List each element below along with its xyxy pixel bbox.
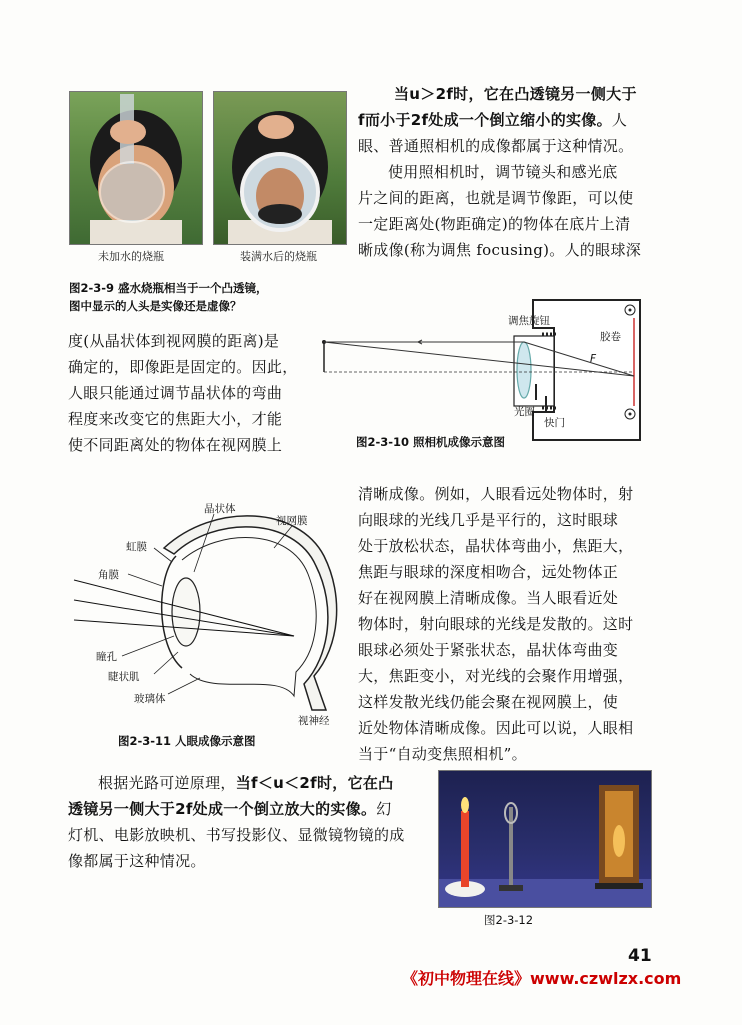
camera-diagram [318,296,658,444]
left-para-line4: 程度来改变它的焦距大小，才能 [68,410,283,428]
right-para-line8: 大，焦距变小，对光线的会聚作用增强， [358,667,634,685]
photo-left-caption: 未加水的烧瓶 [98,250,164,263]
fig12-caption: 图2-3-12 [484,913,534,927]
bottom-para-line2b: 幻 [376,800,392,818]
right-para-line1: 清晰成像。例如，人眼看远处物体时，射 [358,485,634,503]
eye-label-cornea: 角膜 [98,569,119,581]
eye-label-vitreous: 玻璃体 [134,693,166,705]
photo-empty-flask-art [70,92,202,244]
right-para-line7: 眼球必须处于紧张状态，晶状体弯曲变 [358,641,619,659]
camera-label-shutter: 快门 [544,417,565,429]
left-para-line5: 使不同距离处的物体在视网膜上 [68,436,283,454]
bottom-para-line4: 像都属于这种情况。 [68,852,206,870]
camera-label-focus-knob: 调焦旋钮 [508,315,550,327]
eye-label-lens: 晶状体 [204,503,236,515]
eye-label-optic-nerve: 视神经 [298,715,330,727]
left-paragraph [68,328,308,458]
top-right-line4: 使用照相机时，调节镜头和感光底 [388,163,618,181]
right-para-line10: 近处物体清晰成像。因此可以说，人眼相 [358,719,634,737]
right-para-line9: 这样发散光线仍能会聚在视网膜上，使 [358,693,619,711]
bottom-para-line2a: 透镜另一侧大于2f处成一个倒立放大的实像。 [68,800,377,818]
left-para-line3: 人眼只能通过调节晶状体的弯曲 [68,384,283,402]
top-right-line5: 片之间的距离，也就是调节像距，可以使 [358,189,634,207]
fig12-photo [438,770,652,908]
camera-label-aperture: 光圈 [514,406,535,418]
top-right-line6: 一定距离处(物距确定)的物体在底片上清 [358,215,631,233]
footer-site-text: 《初中物理在线》www.czwlzx.com [402,969,682,988]
top-right-paragraph [358,81,658,263]
photo-filled-flask [213,91,347,245]
eye-label-ciliary: 睫状肌 [108,671,140,683]
right-paragraph [358,481,658,767]
bottom-paragraph [68,770,428,874]
camera-label-F: F [590,353,597,365]
fig12-photo-art [439,771,651,907]
fig9-caption-line2: 图中显示的人头是实像还是虚像？ [69,299,242,313]
eye-label-pupil: 瞳孔 [96,651,117,663]
eye-label-iris: 虹膜 [126,541,147,553]
photo-right-caption: 装满水后的烧瓶 [240,250,317,263]
top-right-line3: 眼、普通照相机的成像都属于这种情况。 [358,137,634,155]
right-para-line11: 当于“自动变焦照相机”。 [358,745,527,763]
page-number: 41 [628,946,652,966]
top-right-line1: 当u＞2f时，它在凸透镜另一侧大于 [394,85,637,103]
camera-diagram-title: 图2-3-10 照相机成像示意图 [356,435,506,449]
eye-diagram [64,496,364,732]
top-right-line2b: 人 [611,111,628,129]
camera-label-film: 胶卷 [600,331,621,343]
bottom-para-line1a: 根据光路可逆原理， [98,774,236,792]
right-para-line4: 焦距与眼球的深度相吻合，远处物体正 [358,563,619,581]
right-para-line6: 物体时，射向眼球的光线是发散的。这时 [358,615,634,633]
bottom-para-line1b: 当f＜u＜2f时，它在凸 [235,774,394,792]
photo-filled-flask-art [214,92,346,244]
photo-empty-flask [69,91,203,245]
eye-diagram-title: 图2-3-11 人眼成像示意图 [118,734,256,748]
fig9-caption-line1: 图2-3-9 盛水烧瓶相当于一个凸透镜， [69,281,268,295]
right-para-line5: 好在视网膜上清晰成像。当人眼看近处 [358,589,619,607]
right-para-line2: 向眼球的光线几乎是平行的，这时眼球 [358,511,619,529]
left-para-line2: 确定的，即像距是固定的。因此， [68,358,298,376]
top-right-line7: 晰成像(称为调焦 focusing)。人的眼球深 [358,241,642,259]
left-para-line1: 度(从晶状体到视网膜的距离)是 [68,332,280,350]
top-right-line2: f而小于2f处成一个倒立缩小的实像。 [358,111,612,129]
eye-label-retina: 视网膜 [276,515,308,527]
right-para-line3: 处于放松状态，晶状体弯曲小，焦距大， [358,537,634,555]
bottom-para-line3: 灯机、电影放映机、书写投影仪、显微镜物镜的成 [68,826,405,844]
